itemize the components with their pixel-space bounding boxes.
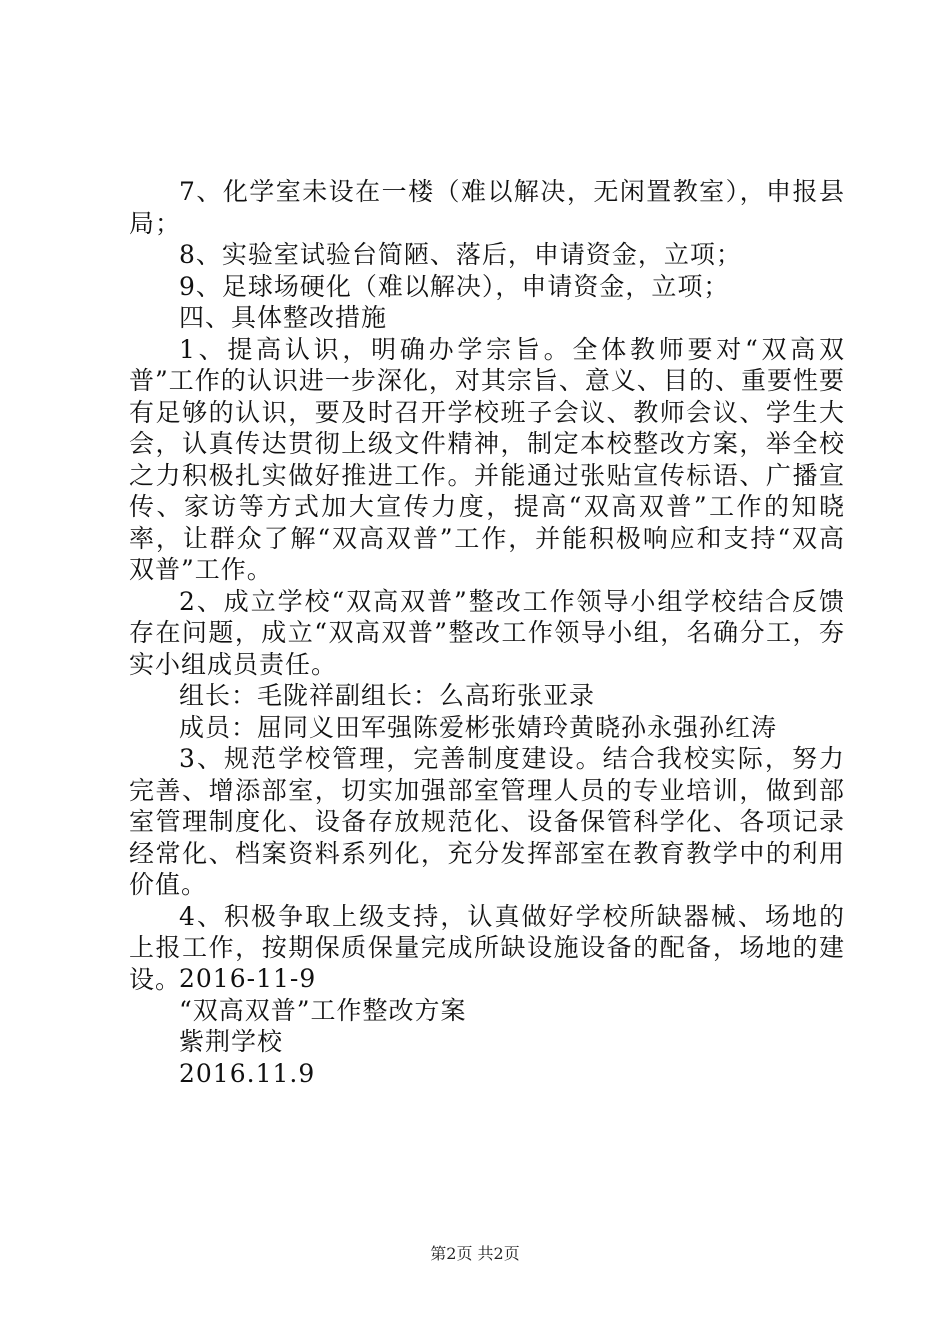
document-body [129,176,845,1027]
signature-date-2: 2016.11.9 [179,1058,316,1088]
paragraph-group-leaders: 组长：毛陇祥副组长：么高珩张亚录 [179,681,596,710]
signature-doc-title: “双高双普”工作整改方案 [179,995,467,1025]
page-footer: 第2页 共2页 [430,1244,520,1263]
paragraph-measure-3: 3、规范学校管理，完善制度建设。结合我校实际，努力完善、增添部室，切实加强部室管理人员的专业培训，做到部室管理制度化、设备存放规范化、设备保管科学化、各项记录经常化、档案资料系列化，充分发挥部室在教育教学中的利用价值。 [129,744,845,899]
paragraph-measure-4: 4、积极争取上级支持，认真做好学校所缺器械、场地的上报工作，按期保质保量完成所缺设施设备的配备，场地的建设。 [129,901,845,994]
paragraph-measure-1: 1、提高认识，明确办学宗旨。全体教师要对“双高双普”工作的认识进一步深化，对其宗旨、意义、目的、重要性要有足够的认识，要及时召开学校班子会议、教师会议、学生大会，认真传达贯彻上级文件精神，制定本校整改方案，举全校之力积极扎实做好推进工作。并能通过张贴宣传标语、广播宣传、家访等方式加大宣传力度，提高“双高双普”工作的知晓率，让群众了解“双高双普”工作，并能积极响应和支持“双高双普”工作。 [129,334,845,584]
paragraph-group-members: 成员：屈同义田军强陈爱彬张婧玲黄晓孙永强孙红涛 [179,712,778,742]
section-heading: 四、具体整改措施 [179,303,388,332]
paragraph-measure-2: 2、成立学校“双高双普”整改工作领导小组学校结合反馈存在问题，成立“双高双普”整改工作领导小组，名确分工，夯实小组成员责任。 [129,586,845,679]
paragraph-item-7: 7、化学室未设在一楼（难以解决，无闲置教室），申报县局； [129,177,845,238]
paragraph-item-9: 9、足球场硬化（难以解决），申请资金，立项； [179,271,730,301]
paragraph-item-8: 8、实验室试验台简陋、落后，申请资金，立项； [179,240,742,269]
signature-date-1: 2016-11-9 [179,964,317,993]
signature-block [179,963,467,1089]
signature-school: 紫荆学校 [179,1027,284,1056]
